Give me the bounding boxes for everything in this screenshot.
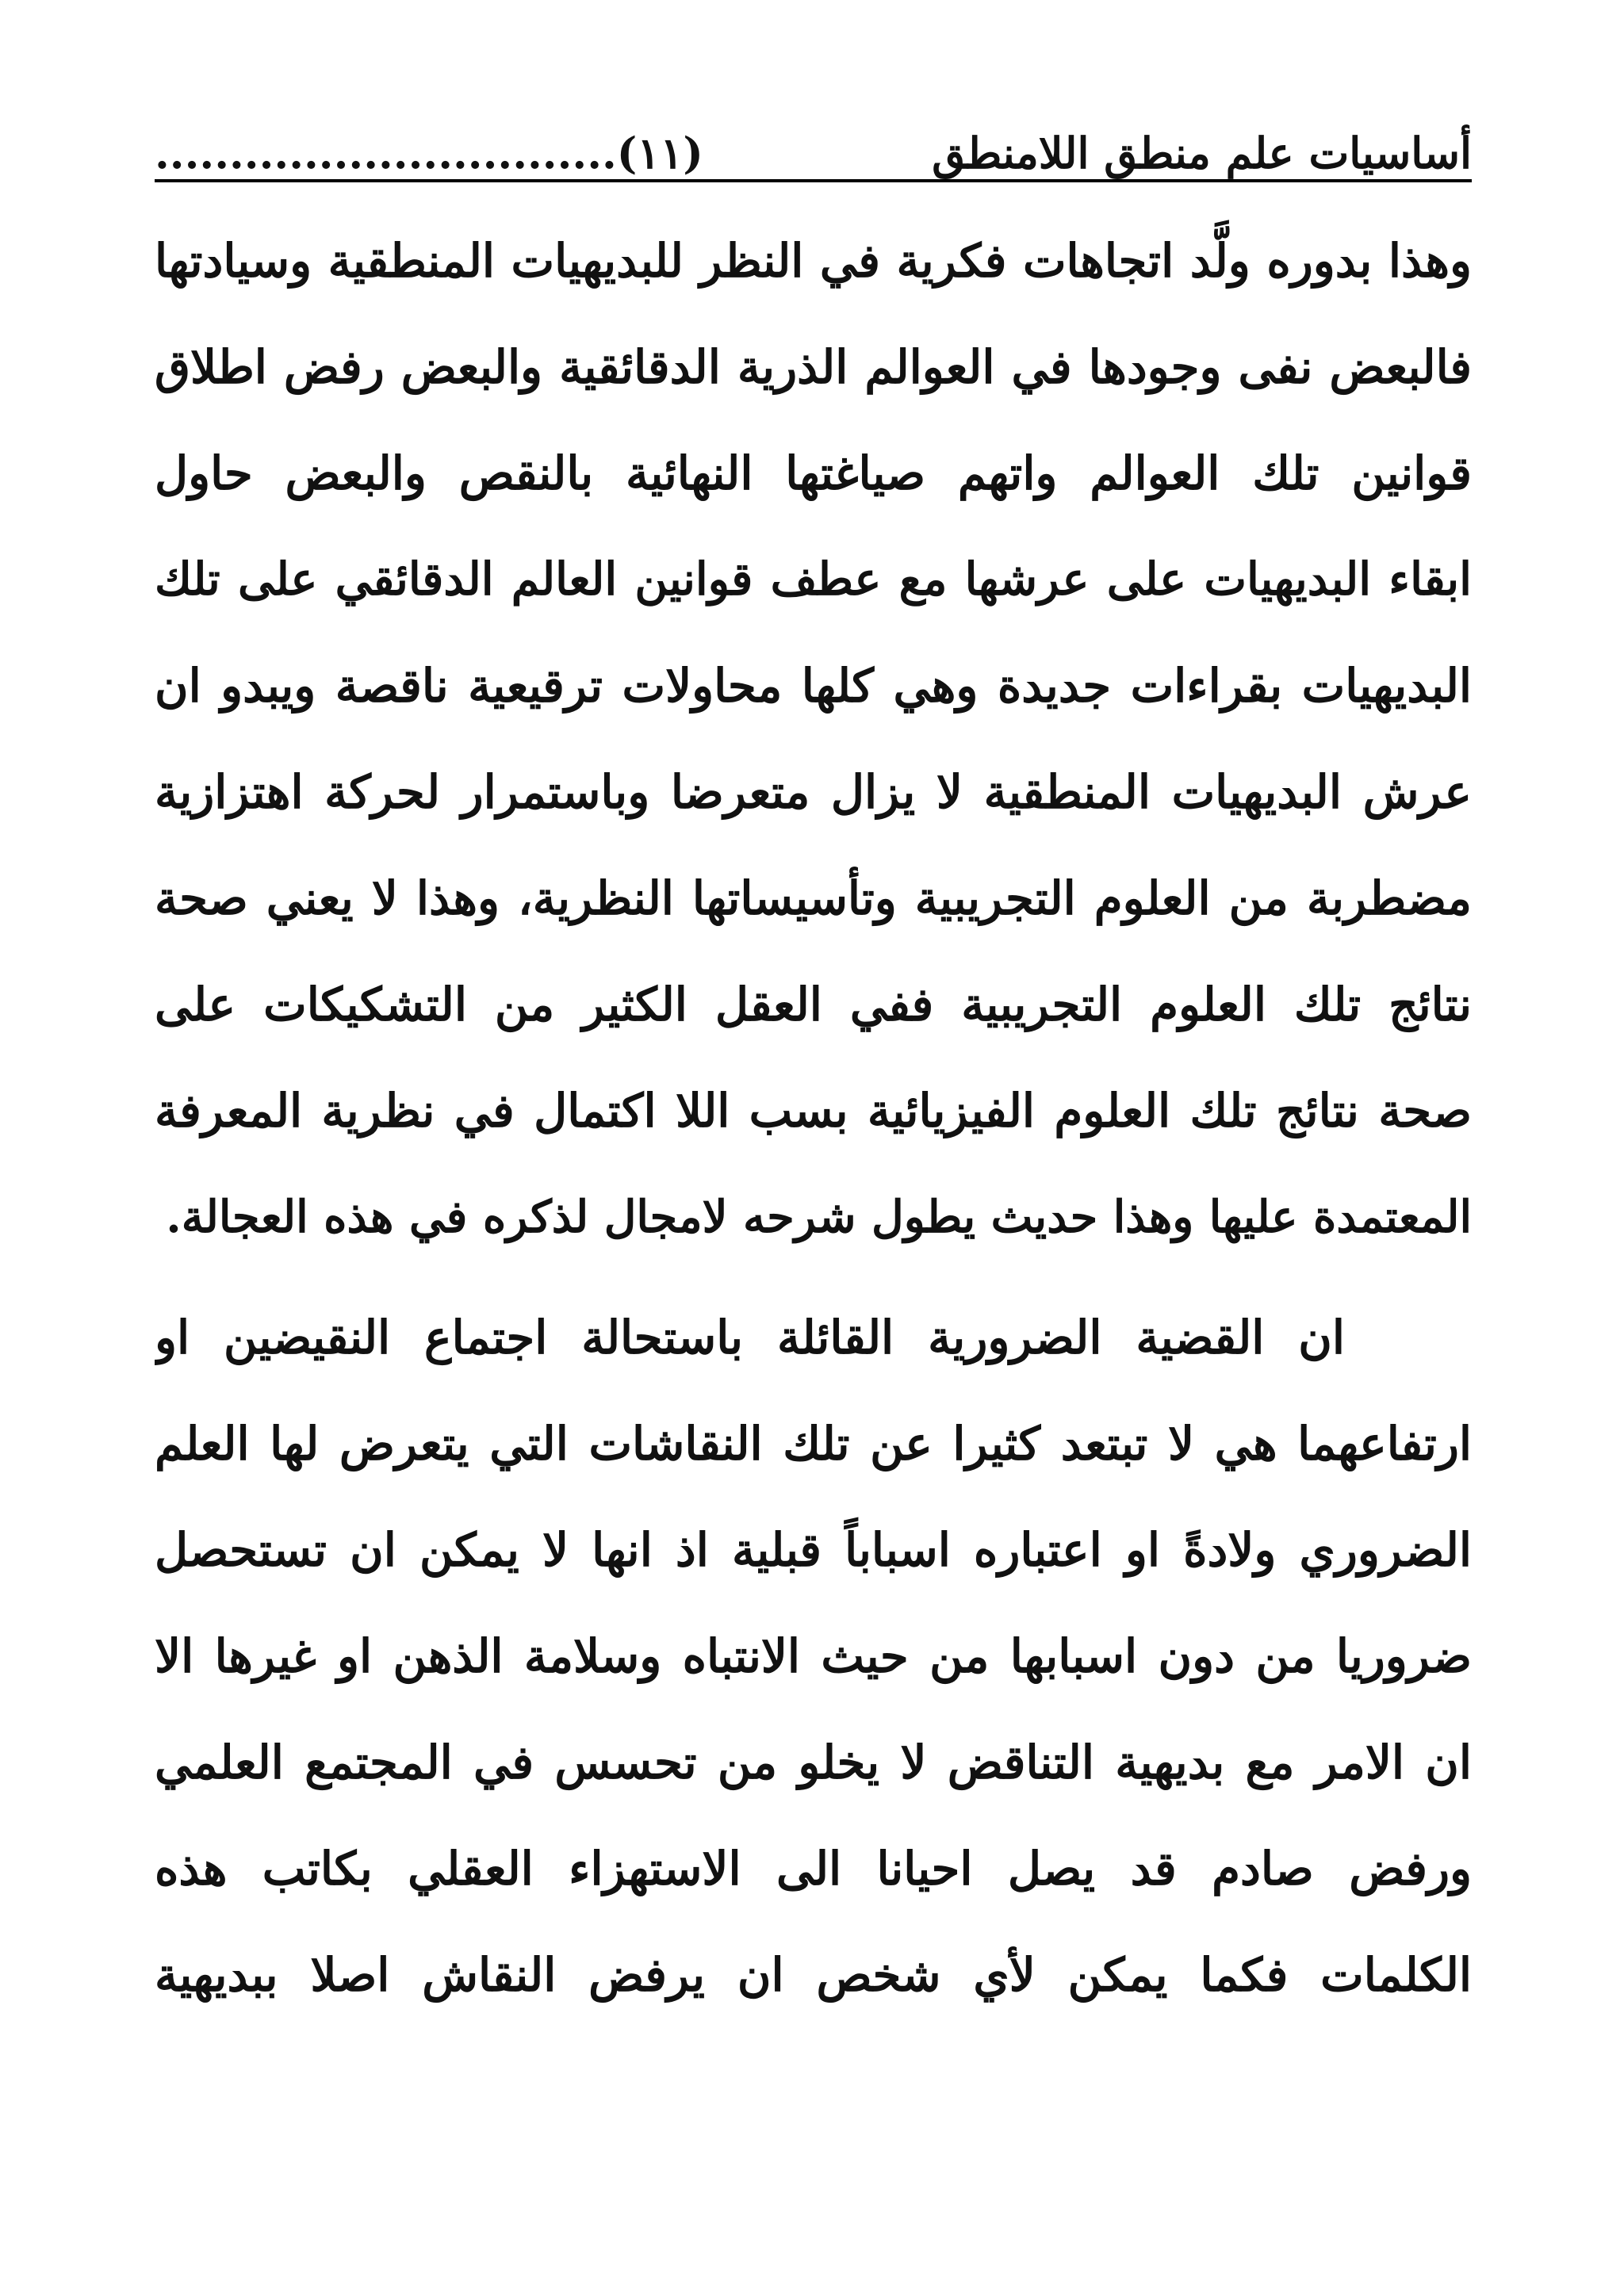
text-line: الكلمات فكما يمكن لأي شخص ان يرفض النقاش اصلا ببديهية [155, 1948, 1472, 2002]
header-title: أساسيات علم منطق اللامنطق [932, 128, 1472, 178]
text-line: ارتفاعهما هي لا تبتعد كثيرا عن تلك النقاشات التي يتعرض لها العلم [155, 1417, 1472, 1471]
text-line: عرش البديهيات المنطقية لا يزال متعرضا وباستمرار لحركة اهتزازية [155, 765, 1472, 819]
text-line: قوانين تلك العوالم واتهم صياغتها النهائية بالنقص والبعض حاول [155, 446, 1472, 500]
text-line: مضطربة من العلوم التجريبية وتأسيساتها النظرية، وهذا لا يعني صحة [155, 871, 1472, 925]
text-line: البديهيات بقراءات جديدة وهي كلها محاولات ترقيعية ناقصة ويبدو ان [155, 659, 1472, 713]
text-line: ضروريا من دون اسبابها من حيث الانتباه وسلامة الذهن او غيرها الا [155, 1629, 1472, 1683]
paragraph-2 [155, 1284, 1472, 2028]
text-line: صحة نتائج تلك العلوم الفيزيائية بسب اللا اكتمال في نظرية المعرفة [155, 1084, 1472, 1138]
text-line: ابقاء البديهيات على عرشها مع عطف قوانين العالم الدقائقي على تلك [155, 553, 1472, 606]
text-line: وهذا بدوره ولَّد اتجاهات فكرية في النظر للبديهيات المنطقية وسيادتها [155, 234, 1472, 288]
text-line: ورفض صادم قد يصل احيانا الى الاستهزاء العقلي بكاتب هذه [155, 1842, 1472, 1896]
text-line: ان الامر مع بديهية التناقض لا يخلو من تحسس في المجتمع العلمي [155, 1735, 1472, 1789]
text-line: الضروري ولادةً او اعتباره اسباباً قبلية اذ انها لا يمكن ان تستحصل [155, 1523, 1472, 1577]
text-line: فالبعض نفى وجودها في العوالم الذرية الدقائقية والبعض رفض اطلاق [155, 340, 1472, 394]
paragraph-1 [155, 208, 1472, 1270]
page-number: ...............................(١١) [155, 128, 703, 178]
body-text [155, 208, 1472, 2028]
text-line: نتائج تلك العلوم التجريبية ففي العقل الكثير من التشكيكات على [155, 978, 1472, 1031]
text-line: المعتمدة عليها وهذا حديث يطول شرحه لامجال لذكره في هذه العجالة. [166, 1191, 1472, 1243]
running-header [155, 111, 1472, 182]
paragraph-gap [155, 1270, 1472, 1284]
text-line: ان القضية الضرورية القائلة باستحالة اجتماع النقيضين او [155, 1311, 1345, 1364]
